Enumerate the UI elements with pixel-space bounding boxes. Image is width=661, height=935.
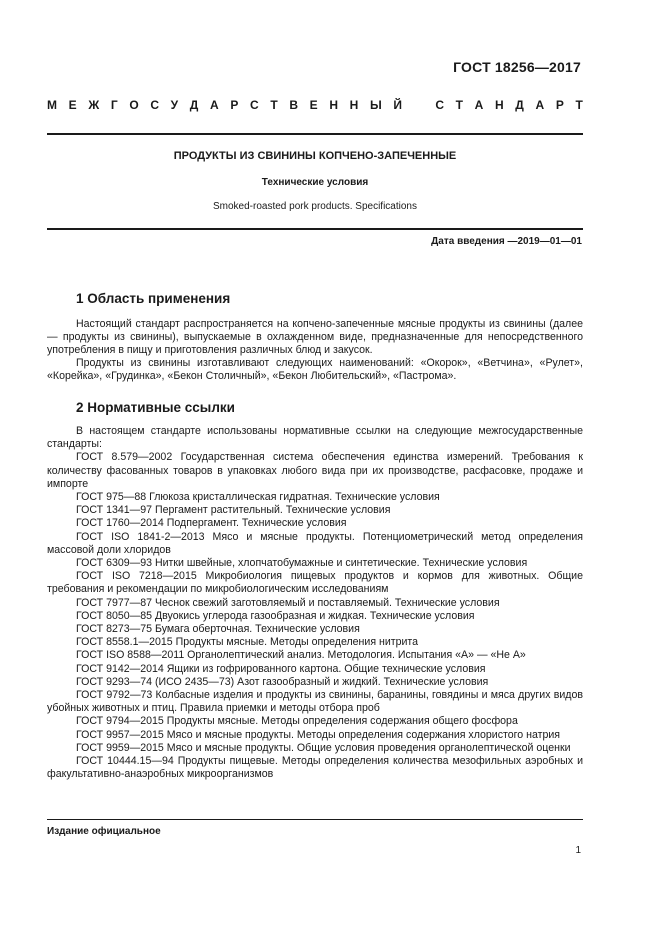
reference-item: ГОСТ 6309—93 Нитки швейные, хлопчатобумажные и синтетические. Технические условия [76, 557, 528, 570]
reference-item: ГОСТ 1341—97 Пергамент растительный. Технические условия [76, 504, 391, 517]
reference-item: ГОСТ ISO 7218—2015 Микробиология пищевых продуктов и кормов для животных. Общие требования и рекомендации по микробиологическим исследованиям [47, 570, 583, 596]
reference-item: ГОСТ 9293—74 (ИСО 2435—73) Азот газообразный и жидкий. Технические условия [76, 675, 489, 688]
document-subtitle: Технические условия [261, 177, 369, 188]
edition-label: Издание официальное [47, 826, 161, 837]
section-1-heading: 1 Область применения [76, 291, 231, 306]
reference-item: ГОСТ 9142—2014 Ящики из гофрированного картона. Общие технические условия [76, 662, 486, 675]
title-rule [47, 228, 583, 230]
introduction-date: Дата введения —2019—01—01 [431, 236, 582, 247]
page-number: 1 [575, 845, 581, 856]
reference-item: ГОСТ ISO 8588—2011 Органолептический анализ. Методология. Испытания «А» — «Не А» [76, 649, 526, 662]
document-number: ГОСТ 18256—2017 [453, 59, 581, 75]
references-list [47, 425, 583, 781]
reference-item: ГОСТ 8050—85 Двуокись углерода газообразная и жидкая. Технические условия [76, 609, 475, 622]
reference-item: ГОСТ 8558.1—2015 Продукты мясные. Методы определения нитрита [76, 636, 419, 649]
reference-item: ГОСТ 1760—2014 Подпергамент. Технические условия [76, 517, 347, 530]
reference-item: ГОСТ 9794—2015 Продукты мясные. Методы определения содержания общего фосфора [76, 715, 518, 728]
section-2-intro: В настоящем стандарте использованы нормативные ссылки на следующие межгосударственные стандарты: [47, 425, 583, 451]
reference-item: ГОСТ 975—88 Глюкоза кристаллическая гидратная. Технические условия [76, 491, 440, 504]
reference-item: ГОСТ 7977—87 Чеснок свежий заготовляемый и поставляемый. Технические условия [76, 596, 500, 609]
document-title-english: Smoked-roasted pork products. Specifications [213, 201, 417, 212]
section-2-heading: 2 Нормативные ссылки [76, 400, 235, 415]
reference-item: ГОСТ 8273—75 Бумага оберточная. Технические условия [76, 623, 360, 636]
section-1-paragraph: Продукты из свинины изготавливают следующих наименований: «Окорок», «Ветчина», «Рулет», «Корейка», «Грудинка», «Бекон Столичный», «Бекон Любительский», «Пастрома». [47, 357, 583, 383]
reference-item: ГОСТ 9957—2015 Мясо и мясные продукты. Методы определения содержания хлористого натрия [76, 728, 561, 741]
reference-item: ГОСТ 9959—2015 Мясо и мясные продукты. Общие условия проведения органолептической оценки [76, 741, 571, 754]
document-title: ПРОДУКТЫ ИЗ СВИНИНЫ КОПЧЕНО-ЗАПЕЧЕННЫЕ [173, 150, 457, 162]
reference-item: ГОСТ 8.579—2002 Государственная система обеспечения единства измерений. Требования к количеству фасованных товаров в упаковках любого вида при их производстве, расфасовке, продаже и импорте [47, 451, 583, 490]
reference-item: ГОСТ ISO 1841-2—2013 Мясо и мясные продукты. Потенциометрический метод определения массовой доли хлоридов [47, 530, 583, 556]
interstate-standard-banner: М Е Ж Г О С У Д А Р С Т В Е Н Н Ы Й С Т А Н Д А Р Т [47, 98, 583, 112]
reference-item: ГОСТ 10444.15—94 Продукты пищевые. Методы определения количества мезофильных аэробных и факультативно-анаэробных микроорганизмов [47, 755, 583, 781]
section-1-paragraph: Настоящий стандарт распространяется на копчено-запеченные мясные продукты из свинины (далее — продукты из свинины), выпускаемые в охлажденном виде, предназначенные для непосредственного употребления в пищу и приготовления различных блюд и закусок. [47, 318, 583, 357]
footer-rule [47, 819, 583, 820]
reference-item: ГОСТ 9792—73 Колбасные изделия и продукты из свинины, баранины, говядины и мяса других видов убойных животных и птиц. Правила приемки и методы отбора проб [47, 689, 583, 715]
header-rule [47, 133, 583, 135]
